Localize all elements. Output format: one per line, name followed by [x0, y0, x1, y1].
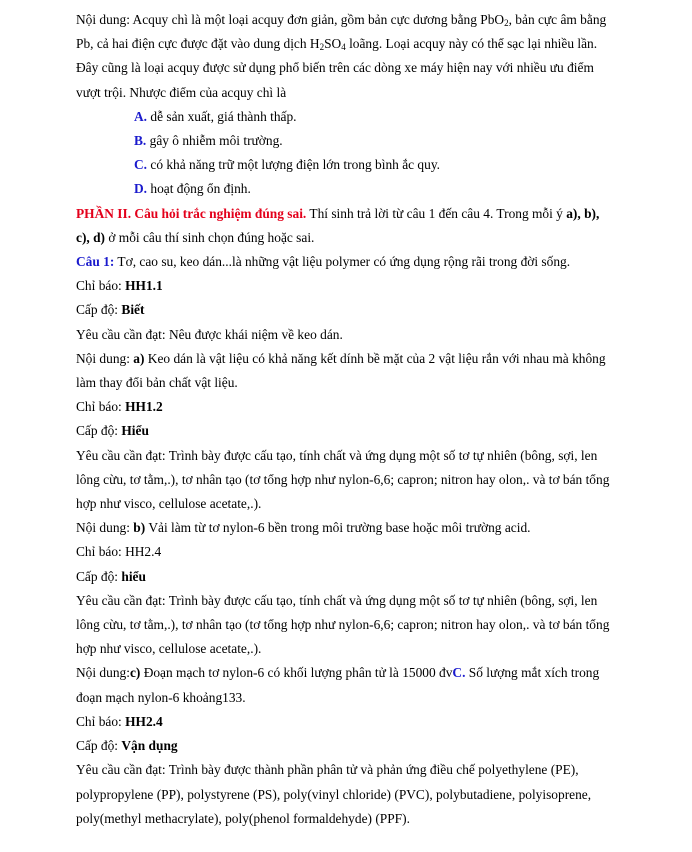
b2-chibao [76, 395, 636, 419]
field-value: HH1.1 [125, 278, 163, 294]
question-text: Tơ, cao su, keo dán...là những vật liệu polymer có ứng dụng rộng rãi trong đời sống. [114, 254, 571, 270]
option-text: hoạt động ổn định. [147, 181, 251, 197]
b1-chibao [76, 274, 636, 298]
part2-cd: c), d) [76, 229, 106, 245]
b3-chibao: Chỉ báo: HH2.4 [76, 544, 162, 560]
b4-capdo [76, 734, 636, 758]
part2-ab: a), b), [566, 205, 600, 221]
field-label: Cấp độ: [76, 738, 122, 754]
subscript: 2 [504, 18, 509, 28]
b4-yeucau-1: Yêu cầu cần đạt: Trình bày được thành phần phân tử và phản ứng điều chế polyethylene (PE), [76, 762, 579, 778]
field-label: Nội dung: [76, 520, 134, 536]
option-label: A. [134, 108, 148, 124]
option-a [134, 105, 636, 129]
field-value: Hiểu [121, 423, 149, 439]
b2-yeucau-1: Yêu cầu cần đạt: Trình bày được cấu tạo, tính chất và ứng dụng một số tơ tự nhiên (bông, sợi, len [76, 447, 598, 463]
b3-noidung-cont: đoạn mạch nylon-6 khoảng133. [76, 689, 246, 705]
intro-line-4: vượt trội. Nhược điểm của acquy chì là [76, 84, 287, 100]
statement-label: b) [133, 520, 146, 536]
b3-yeucau-2: lông cừu, tơ tằm,.), tơ nhân tạo (tơ tổng hợp như nylon-6,6; capron; nitron hay olon,. và tơ bán tổng [76, 617, 610, 633]
field-label: Chỉ báo: [76, 278, 126, 294]
b2-yeucau-3: hợp như visco, cellulose acetate,.). [76, 496, 262, 512]
option-b [134, 129, 636, 153]
b3-noidung [76, 661, 636, 685]
b3-capdo [76, 565, 636, 589]
field-label: Chỉ báo: [76, 399, 126, 415]
statement-label: c) [129, 665, 141, 681]
field-value: Biết [121, 302, 145, 318]
field-label: Nội dung: [76, 350, 134, 366]
option-label: D. [134, 181, 148, 197]
statement-text: Đoạn mạch tơ nylon-6 có khối lượng phân tử là 15000 đv [140, 665, 453, 681]
document-page [76, 8, 636, 831]
option-text: có khả năng trữ một lượng điện lớn trong bình ắc quy. [147, 157, 440, 173]
b4-yeucau-2: polypropylene (PP), polystyrene (PS), poly(vinyl chloride) (PVC), polybutadiene, polyisoprene, [76, 786, 592, 802]
statement-label: a) [133, 350, 145, 366]
part2-text: Thí sinh trả lời từ câu 1 đến câu 4. Trong mỗi ý [306, 205, 567, 221]
b1-capdo [76, 298, 636, 322]
intro-line-1 [76, 8, 636, 32]
intro-line-2 [76, 32, 636, 56]
field-value: HH1.2 [125, 399, 163, 415]
statement-text: Vải làm từ tơ nylon-6 bền trong môi trường base hoặc môi trường acid. [145, 520, 531, 536]
b4-yeucau-3: poly(methyl methacrylate), poly(phenol formaldehyde) (PPF). [76, 810, 410, 826]
statement-text: Số lượng mắt xích trong [465, 665, 600, 681]
b2-yeucau-2: lông cừu, tơ tằm,.), tơ nhân tạo (tơ tổng hợp như nylon-6,6; capron; nitron hay olon,. và tơ bán tổng [76, 471, 610, 487]
option-text: dễ sản xuất, giá thành thấp. [147, 108, 297, 124]
field-label: Cấp độ: [76, 568, 122, 584]
option-c [134, 153, 636, 177]
field-label: Chỉ báo: [76, 713, 126, 729]
question-label: Câu 1: [76, 254, 115, 270]
b1-yeucau: Yêu cầu cần đạt: Nêu được khái niệm về keo dán. [76, 326, 343, 342]
option-text: gây ô nhiễm môi trường. [146, 133, 283, 149]
b1-noidung [76, 347, 636, 371]
field-label: Nội dung: [76, 665, 130, 681]
intro-text: loãng. Loại acquy này có thể sạc lại nhiều lần. [345, 36, 598, 52]
b2-capdo [76, 419, 636, 443]
subscript: 2 [319, 42, 325, 53]
b3-yeucau-3: hợp như visco, cellulose acetate,.). [76, 641, 262, 657]
statement-text: Keo dán là vật liệu có khả năng kết dính bề mặt của 2 vật liệu rắn với nhau mà không [144, 350, 606, 366]
part2-heading [76, 202, 636, 226]
field-value: Vận dụng [121, 738, 178, 754]
intro-text: Pb, cả hai điện cực được đặt vào dung dịch H [76, 36, 320, 52]
field-label: Cấp độ: [76, 302, 122, 318]
part2-text: ở mỗi câu thí sinh chọn đúng hoặc sai. [105, 229, 315, 245]
option-label: B. [134, 133, 147, 149]
intro-text: SO [324, 36, 342, 52]
field-value: hiểu [121, 568, 146, 584]
intro-line-3: Đây cũng là loại acquy được sử dụng phổ biến trên các dòng xe máy hiện nay với nhiều ưu điểm [76, 60, 594, 76]
question-1 [76, 250, 636, 274]
option-d [134, 177, 636, 201]
option-label: C. [134, 157, 148, 173]
part2-heading-cont [76, 226, 636, 250]
statement-highlight: C. [452, 665, 466, 681]
part2-title: PHẦN II. Câu hỏi trắc nghiệm đúng sai. [76, 205, 307, 221]
b1-noidung-cont: làm thay đổi bản chất vật liệu. [76, 375, 238, 391]
intro-text: Nội dung: Acquy chì là một loại acquy đơn giản, gồm bản cực dương bằng PbO [76, 12, 505, 27]
b2-noidung [76, 516, 636, 540]
field-value: HH2.4 [125, 713, 163, 729]
b3-yeucau-1: Yêu cầu cần đạt: Trình bày được cấu tạo, tính chất và ứng dụng một số tơ tự nhiên (bông, sợi, len [76, 592, 598, 608]
field-label: Cấp độ: [76, 423, 122, 439]
subscript: 4 [341, 42, 346, 53]
b4-chibao [76, 710, 636, 734]
intro-text: , bản cực âm bằng [508, 12, 607, 27]
